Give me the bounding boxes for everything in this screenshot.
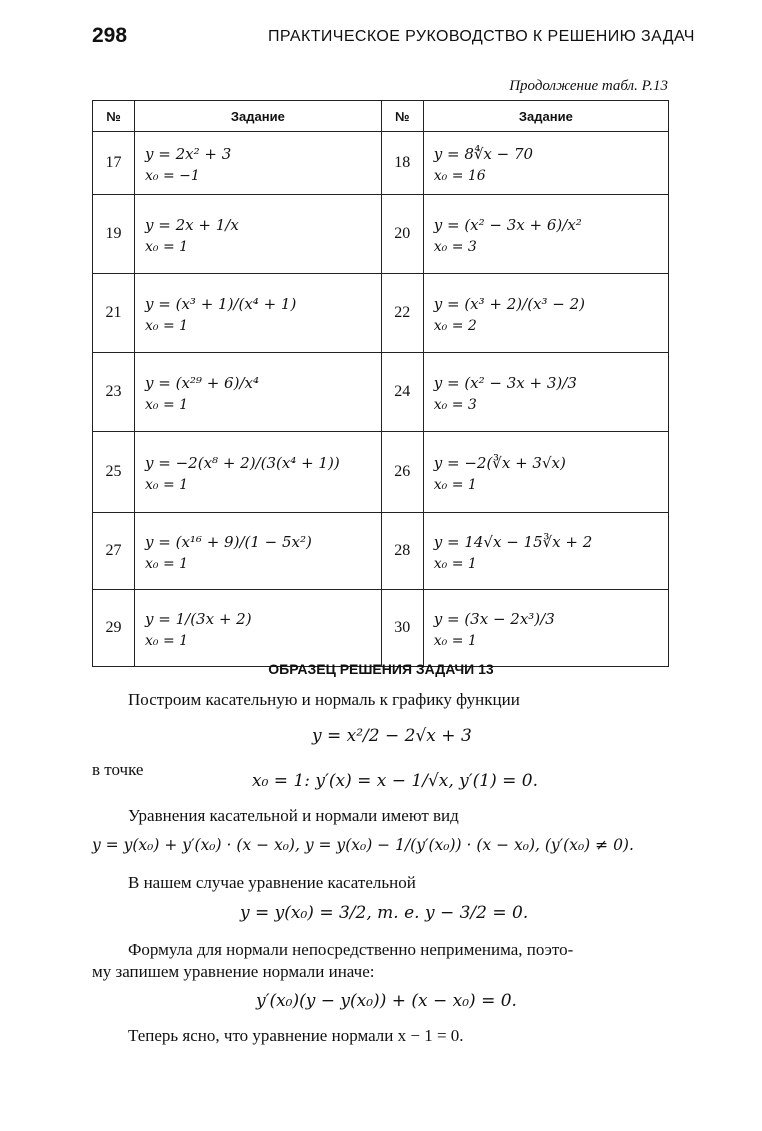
at-point-label: в точке bbox=[92, 760, 144, 779]
task-cell bbox=[423, 353, 668, 432]
header-number-1: № bbox=[93, 101, 135, 132]
task-number: 20 bbox=[381, 195, 423, 274]
task-number: 30 bbox=[381, 590, 423, 667]
task-cell bbox=[135, 590, 382, 667]
table-header-row bbox=[93, 101, 669, 132]
task-cell bbox=[423, 590, 668, 667]
running-head: ПРАКТИЧЕСКОЕ РУКОВОДСТВО К РЕШЕНИЮ ЗАДАЧ bbox=[268, 28, 695, 45]
task-cell bbox=[135, 195, 382, 274]
table-row bbox=[93, 513, 669, 590]
page-number: 298 bbox=[92, 24, 128, 47]
tasks-table bbox=[92, 100, 669, 667]
task-point: x₀ = 3 bbox=[433, 239, 477, 255]
task-point: x₀ = 1 bbox=[145, 556, 189, 572]
task-number: 26 bbox=[381, 432, 423, 513]
header-number-2: № bbox=[381, 101, 423, 132]
conclusion-text: Теперь ясно, что уравнение нормали x − 1 = 0. bbox=[128, 1026, 464, 1045]
task-function: y = 8∜x − 70 bbox=[433, 145, 534, 163]
table-row bbox=[93, 432, 669, 513]
header-task-1: Задание bbox=[135, 101, 382, 132]
task-number: 23 bbox=[93, 353, 135, 432]
task-number: 21 bbox=[93, 274, 135, 353]
solution-heading: ОБРАЗЕЦ РЕШЕНИЯ ЗАДАЧИ 13 bbox=[268, 661, 494, 677]
task-cell bbox=[423, 274, 668, 353]
task-function: y = 14√x − 15∛x + 2 bbox=[433, 533, 593, 551]
normal-note-line-2: му запишем уравнение нормали иначе: bbox=[92, 962, 375, 981]
our-case-text: В нашем случае уравнение касательной bbox=[128, 873, 416, 892]
normal-note-line-1: Формула для нормали непосредственно неприменима, поэто- bbox=[128, 940, 574, 959]
task-function: y = (x¹⁶ + 9)/(1 − 5x²) bbox=[145, 533, 312, 551]
task-cell bbox=[135, 274, 382, 353]
equations-intro: Уравнения касательной и нормали имеют вид bbox=[128, 806, 459, 825]
function-formula: y = x²/2 − 2√x + 3 bbox=[312, 726, 472, 746]
task-cell bbox=[423, 195, 668, 274]
task-point: x₀ = 3 bbox=[433, 397, 477, 413]
task-number: 25 bbox=[93, 432, 135, 513]
table-row bbox=[93, 274, 669, 353]
task-number: 19 bbox=[93, 195, 135, 274]
general-equations: y = y(x₀) + y′(x₀) · (x − x₀), y = y(x₀) − 1/(y′(x₀)) · (x − x₀), (y′(x₀) ≠ 0). bbox=[92, 836, 634, 854]
task-point: x₀ = 1 bbox=[145, 633, 189, 649]
task-function: y = 2x² + 3 bbox=[145, 145, 232, 163]
task-function: y = −2(x⁸ + 2)/(3(x⁴ + 1)) bbox=[145, 454, 340, 472]
task-function: y = (x³ + 1)/(x⁴ + 1) bbox=[145, 295, 297, 313]
task-number: 24 bbox=[381, 353, 423, 432]
task-cell bbox=[135, 132, 382, 195]
task-number: 28 bbox=[381, 513, 423, 590]
task-cell bbox=[135, 432, 382, 513]
task-function: y = 2x + 1/x bbox=[145, 216, 239, 234]
table-row bbox=[93, 353, 669, 432]
table-row bbox=[93, 590, 669, 667]
task-point: x₀ = 1 bbox=[433, 477, 477, 493]
task-point: x₀ = −1 bbox=[145, 168, 200, 184]
task-point: x₀ = 1 bbox=[145, 318, 189, 334]
task-function: y = 1/(3x + 2) bbox=[145, 610, 252, 628]
task-cell bbox=[423, 513, 668, 590]
header-task-2: Задание bbox=[423, 101, 668, 132]
task-number: 18 bbox=[381, 132, 423, 195]
tangent-equation: y = y(x₀) = 3/2, т. е. y − 3/2 = 0. bbox=[240, 903, 529, 923]
point-derivative-formula: x₀ = 1: y′(x) = x − 1/√x, y′(1) = 0. bbox=[252, 771, 538, 791]
normal-form-equation: y′(x₀)(y − y(x₀)) + (x − x₀) = 0. bbox=[256, 991, 517, 1011]
task-number: 22 bbox=[381, 274, 423, 353]
table-caption: Продолжение табл. Р.13 bbox=[509, 78, 668, 94]
task-point: x₀ = 1 bbox=[433, 556, 477, 572]
task-cell bbox=[135, 513, 382, 590]
task-function: y = (x² − 3x + 3)/3 bbox=[433, 374, 577, 392]
task-function: y = (x²⁹ + 6)/x⁴ bbox=[145, 374, 259, 392]
task-function: y = (x³ + 2)/(x³ − 2) bbox=[433, 295, 586, 313]
task-cell bbox=[135, 353, 382, 432]
table-row bbox=[93, 195, 669, 274]
task-cell bbox=[423, 132, 668, 195]
task-number: 17 bbox=[93, 132, 135, 195]
task-cell bbox=[423, 432, 668, 513]
table-row bbox=[93, 132, 669, 195]
solution-intro: Построим касательную и нормаль к графику функции bbox=[128, 690, 520, 709]
task-point: x₀ = 1 bbox=[145, 239, 189, 255]
task-point: x₀ = 16 bbox=[433, 168, 486, 184]
task-point: x₀ = 1 bbox=[145, 477, 189, 493]
task-point: x₀ = 2 bbox=[433, 318, 477, 334]
task-function: y = (x² − 3x + 6)/x² bbox=[433, 216, 582, 234]
task-function: y = −2(∛x + 3√x) bbox=[433, 454, 566, 472]
task-function: y = (3x − 2x³)/3 bbox=[433, 610, 555, 628]
task-point: x₀ = 1 bbox=[433, 633, 477, 649]
task-point: x₀ = 1 bbox=[145, 397, 189, 413]
task-number: 27 bbox=[93, 513, 135, 590]
task-number: 29 bbox=[93, 590, 135, 667]
